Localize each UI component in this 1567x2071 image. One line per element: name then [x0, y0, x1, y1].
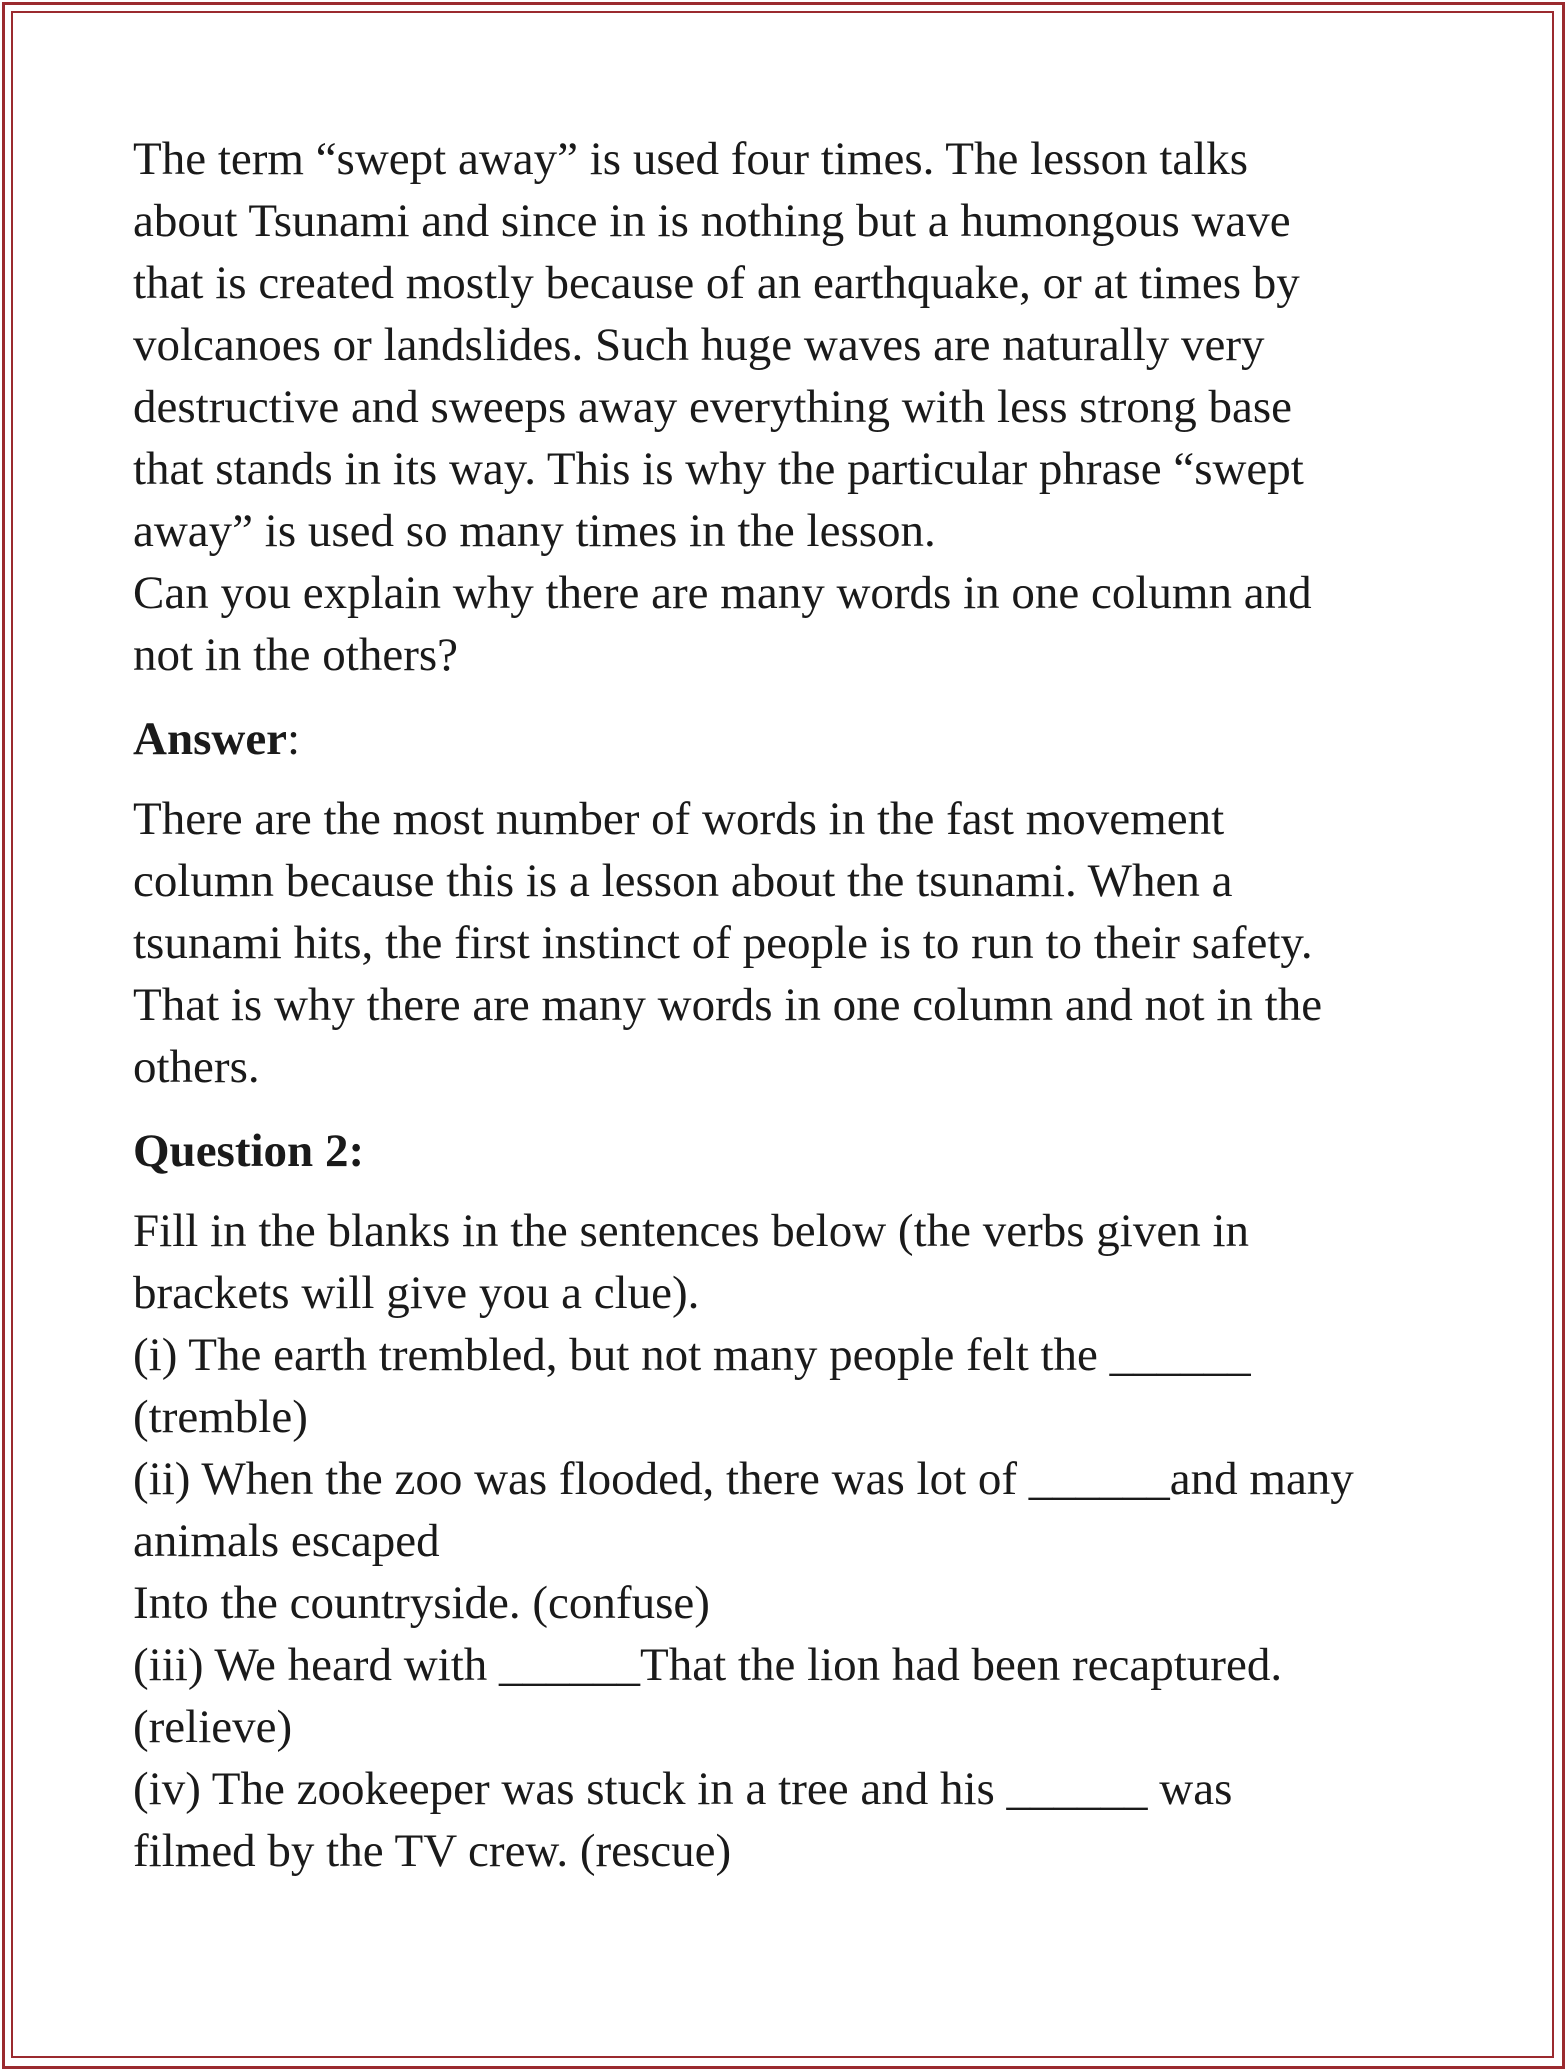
- text-line: Can you explain why there are many words in one column and: [133, 567, 1312, 619]
- text-line: The term “swept away” is used four times. The lesson talks: [133, 133, 1249, 185]
- text-line: (iv) The zookeeper was stuck in a tree and his ______ was: [133, 1763, 1233, 1815]
- document-body: [133, 128, 1463, 1882]
- text-line: Into the countryside. (confuse): [133, 1577, 710, 1629]
- text-line: not in the others?: [133, 629, 459, 681]
- text-line: (ii) When the zoo was flooded, there was lot of ______and many: [133, 1453, 1354, 1505]
- text-line: tsunami hits, the first instinct of people is to run to their safety.: [133, 917, 1313, 969]
- text-line: (tremble): [133, 1391, 308, 1443]
- text-line: (relieve): [133, 1701, 293, 1753]
- text-line: destructive and sweeps away everything with less strong base: [133, 381, 1293, 433]
- text-line: that is created mostly because of an earthquake, or at times by: [133, 257, 1300, 309]
- text-line: that stands in its way. This is why the particular phrase “swept: [133, 443, 1304, 495]
- text-line: (iii) We heard with ______That the lion had been recaptured.: [133, 1639, 1283, 1691]
- text-line: away” is used so many times in the lesson.: [133, 505, 936, 557]
- text-line: (i) The earth trembled, but not many people felt the ______: [133, 1329, 1251, 1381]
- text-line: about Tsunami and since in is nothing but a humongous wave: [133, 195, 1291, 247]
- answer-heading-label: Answer: [133, 713, 288, 765]
- text-line: filmed by the TV crew. (rescue): [133, 1825, 732, 1877]
- question-paragraph: [133, 1200, 1463, 1882]
- text-line: others.: [133, 1041, 260, 1093]
- answer-heading-colon: :: [287, 713, 301, 765]
- text-line: animals escaped: [133, 1515, 440, 1567]
- text-line: brackets will give you a clue).: [133, 1267, 700, 1319]
- answer-paragraph: [133, 788, 1463, 1098]
- text-line: There are the most number of words in the fast movement: [133, 793, 1225, 845]
- answer-heading: [133, 708, 1463, 770]
- question-heading: Question 2:: [133, 1125, 365, 1177]
- text-line: That is why there are many words in one column and not in the: [133, 979, 1323, 1031]
- text-line: Fill in the blanks in the sentences below (the verbs given in: [133, 1205, 1250, 1257]
- text-line: volcanoes or landslides. Such huge waves are naturally very: [133, 319, 1265, 371]
- text-line: column because this is a lesson about the tsunami. When a: [133, 855, 1233, 907]
- intro-paragraph: [133, 128, 1463, 686]
